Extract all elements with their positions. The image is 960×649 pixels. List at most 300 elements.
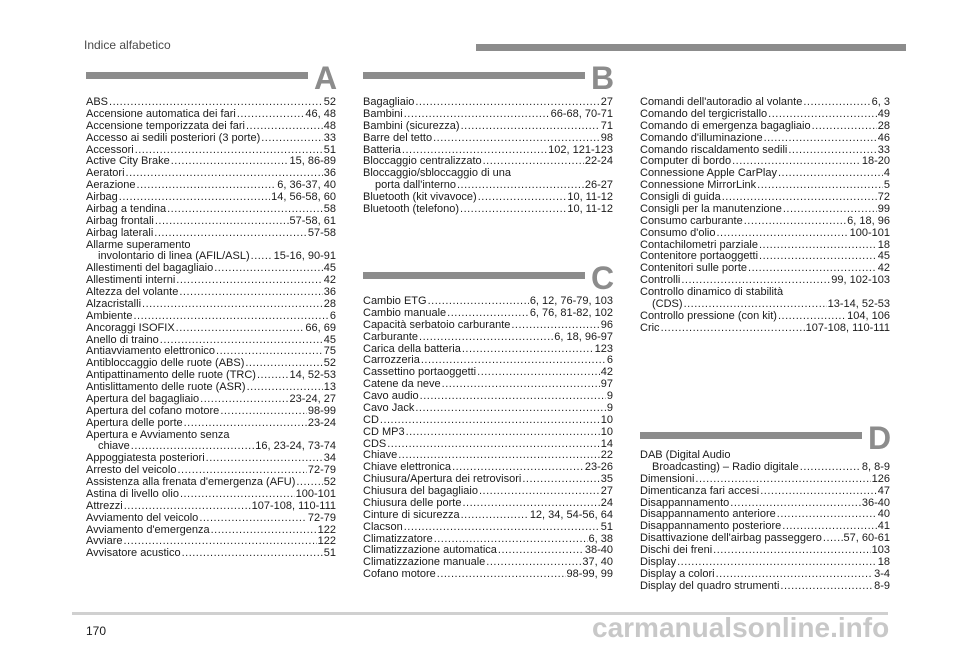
index-entry-term: ABS — [86, 96, 109, 108]
index-entry — [640, 581, 890, 593]
index-entry — [86, 121, 336, 133]
index-entry — [640, 228, 890, 240]
index-entry-term: porta dall'interno — [375, 179, 456, 192]
dot-leader — [419, 332, 553, 344]
index-entry-pages: 41 — [877, 520, 890, 533]
dot-leader — [404, 109, 550, 121]
dot-leader — [437, 569, 566, 581]
index-entry-pages: 6, 76, 81-82, 102 — [529, 306, 613, 319]
index-entry-term: Altezza del volante — [86, 286, 179, 298]
index-entry-pages: 51 — [323, 547, 336, 560]
index-entry — [640, 299, 890, 311]
dot-leader — [246, 121, 323, 133]
index-entry-pages: 18 — [877, 555, 890, 568]
index-entry — [86, 418, 336, 430]
index-entry-pages: 51 — [600, 520, 613, 533]
dot-leader — [447, 308, 529, 320]
index-entry-pages: 96 — [600, 318, 613, 331]
index-entry-term: Batteria — [363, 143, 401, 156]
index-entry-pages: 123 — [594, 342, 613, 355]
index-entry-pages: 14 — [600, 437, 613, 450]
index-entry-pages: 26-27 — [584, 179, 613, 192]
index-entry-term: Airbag laterali — [86, 226, 154, 239]
index-entry — [640, 569, 890, 581]
index-entry-term: Display del quadro strumenti — [640, 579, 780, 592]
index-entry-pages: 36-40 — [861, 496, 890, 509]
dot-leader — [783, 204, 877, 216]
index-entry-term: Aeratori — [86, 167, 125, 180]
dot-leader — [211, 525, 317, 537]
index-entry-term: Apertura e Avviamento senza — [86, 428, 230, 441]
index-entry-term: Cambio ETG — [363, 295, 427, 307]
dot-leader — [780, 581, 873, 593]
index-entry-pages: 45 — [323, 262, 336, 275]
dot-leader — [176, 275, 322, 287]
index-entry — [640, 216, 890, 228]
dot-leader — [404, 522, 600, 534]
dot-leader — [778, 168, 883, 180]
index-entry — [86, 513, 336, 525]
index-entry-term: Display — [640, 555, 677, 568]
dot-leader — [462, 498, 599, 510]
index-entry-term: Attrezzi — [86, 499, 123, 512]
index-entry — [640, 109, 890, 121]
index-entry-term: CDS — [363, 437, 387, 450]
index-entry-pages: 49 — [877, 107, 890, 120]
index-entry-pages: 126 — [871, 472, 890, 485]
dot-leader — [823, 533, 843, 545]
dot-leader — [777, 509, 877, 521]
index-entry — [363, 121, 613, 133]
index-entry-term: Cofano motore — [363, 568, 436, 581]
index-entry-pages: 15-16, 90-91 — [273, 250, 336, 263]
page-number: 170 — [86, 624, 107, 638]
index-entry-pages: 40 — [877, 508, 890, 521]
index-entry — [640, 557, 890, 569]
index-entry-term: Barre del tetto — [363, 131, 433, 144]
index-entry-term: Accensione automatica dei fari — [86, 107, 236, 120]
index-entry-term: Bagagliaio — [363, 96, 415, 108]
index-entry-pages: 6, 38 — [588, 532, 613, 545]
index-entry-term: Comando d'illuminazione — [640, 131, 763, 144]
index-entry-pages: 102, 121-123 — [548, 143, 613, 156]
index-entry — [640, 204, 890, 216]
page-header-title: Indice alfabetico — [84, 38, 171, 52]
index-entry — [363, 204, 613, 216]
index-entry-term: Carica della batteria — [363, 342, 461, 355]
index-entry-term: Bloccaggio centralizzato — [363, 155, 482, 168]
index-entry — [363, 439, 613, 451]
index-entry — [640, 121, 890, 133]
index-entry-term: Computer di bordo — [640, 155, 732, 168]
index-entry-term: Carrozzeria — [363, 354, 420, 367]
index-entry-pages: 4 — [883, 167, 890, 180]
index-entry-term: Antipattinamento delle ruote (TRC) — [86, 369, 256, 382]
index-entry-term: Capacità serbatoio carburante — [363, 318, 511, 331]
index-entry-term: Chiave — [363, 449, 398, 462]
index-entry-term: CD MP3 — [363, 425, 405, 438]
index-entry-pages: 8, 8-9 — [861, 460, 890, 473]
index-entry — [86, 394, 336, 406]
index-entry — [363, 403, 613, 415]
index-entry-pages: 122 — [317, 523, 336, 536]
index-entry-term: Allarme superamento — [86, 238, 191, 251]
index-entry — [86, 525, 336, 537]
index-entry-pages: 51 — [323, 143, 336, 156]
index-entry-pages: 34 — [323, 452, 336, 465]
index-entry-term: Dischi dei freni — [640, 544, 713, 556]
index-entry-term: Antiavviamento elettronico — [86, 345, 216, 358]
dot-leader — [154, 228, 307, 240]
index-entry-term: Consumo d'olio — [640, 226, 716, 239]
index-entry-pages: 3-4 — [874, 567, 890, 580]
index-entry-term: Comando riscaldamento sedili — [640, 143, 788, 156]
index-entry-term: Climatizzazione automatica — [363, 544, 497, 557]
index-entry-pages: 52 — [323, 357, 336, 370]
dot-leader — [387, 439, 600, 451]
index-entry-pages: 45 — [323, 333, 336, 346]
index-entry — [363, 308, 613, 320]
index-entry-pages: 13-14, 52-53 — [827, 297, 890, 310]
dot-leader — [812, 121, 877, 133]
dot-leader — [695, 474, 870, 486]
index-entry-pages: 57-58, 61 — [289, 214, 336, 227]
index-entry-pages: 33 — [323, 131, 336, 144]
dot-leader — [199, 513, 307, 525]
index-entry — [363, 510, 613, 522]
index-entry — [363, 133, 613, 145]
index-entry-term: Disappannamento — [640, 496, 730, 509]
index-entry-pages: 14, 52-53 — [289, 369, 336, 382]
dot-leader — [415, 403, 606, 415]
index-entry-term: Controllo dinamico di stabilità — [640, 286, 784, 298]
index-entry-term: Allestimenti del bagagliaio — [86, 262, 214, 275]
index-entry-term: Anello di traino — [86, 333, 159, 346]
index-entry-term: Ancoraggi ISOFIX — [86, 321, 175, 334]
index-entry-term: Accessori — [86, 143, 134, 156]
index-entry-pages: 99, 102-103 — [831, 274, 890, 287]
dot-leader — [716, 569, 874, 581]
index-entry-pages: 57, 60-61 — [843, 532, 890, 545]
index-entry-term: Clacson — [363, 520, 403, 533]
index-entry — [640, 323, 890, 335]
dot-leader — [124, 501, 251, 513]
index-entry-term: Connessione MirrorLink — [640, 179, 757, 192]
section-d-letter: D — [868, 420, 892, 456]
index-entry-term: Chiusura/Apertura dei retrovisori — [363, 473, 522, 486]
index-entry — [86, 228, 336, 240]
index-entry-pages: 5 — [883, 179, 890, 192]
index-entry-term: Allestimenti interni — [86, 274, 176, 287]
dot-leader — [800, 462, 861, 474]
index-entry-term: Bluetooth (telefono) — [363, 202, 460, 215]
index-entry — [86, 548, 336, 560]
dot-leader — [498, 545, 584, 557]
index-entry-pages: 24 — [600, 496, 613, 509]
index-entry-term: Apertura del bagagliaio — [86, 392, 200, 405]
index-entry-term: Cambio manuale — [363, 306, 447, 319]
index-entry-pages: 36 — [323, 286, 336, 298]
index-entry-pages: 98-99, 99 — [566, 568, 613, 581]
watermark: carmanualsonline.info — [592, 612, 890, 643]
index-entry-term: Display a colori — [640, 567, 715, 580]
index-entry-term: Airbag frontali — [86, 214, 154, 227]
dot-leader — [677, 557, 877, 569]
dot-leader — [433, 133, 600, 145]
index-entry-term: Disappannamento posteriore — [640, 520, 782, 533]
index-entry-pages: 22 — [600, 449, 613, 462]
dot-leader — [214, 263, 323, 275]
index-entry — [640, 462, 890, 474]
dot-leader — [257, 370, 289, 382]
index-entry — [86, 323, 336, 335]
index-entry-pages: 52 — [323, 476, 336, 488]
dot-leader — [179, 287, 322, 299]
dot-leader — [760, 486, 877, 498]
index-entry-term: Carburante — [363, 330, 419, 343]
dot-leader — [661, 323, 805, 335]
dot-leader — [684, 299, 827, 311]
section-b-letter: B — [591, 60, 615, 96]
index-entry-term: Antislittamento delle ruote (ASR) — [86, 381, 246, 393]
index-entry-pages: 10 — [600, 413, 613, 426]
index-entry-pages: 23-24, 27 — [289, 392, 336, 405]
section-b-bar — [363, 72, 585, 79]
index-entry-pages: 18-20 — [861, 155, 890, 168]
index-entry-pages: 35 — [600, 473, 613, 486]
index-entry-pages: 6, 12, 76-79, 103 — [529, 295, 613, 307]
index-entry-pages: 37, 40 — [582, 556, 613, 569]
index-entry-term: Active City Brake — [86, 155, 170, 168]
index-entry — [86, 204, 336, 216]
index-entry-pages: 104, 106 — [847, 309, 890, 322]
section-c-entries — [363, 296, 613, 581]
index-entry-term: Chiusura delle porte — [363, 496, 462, 509]
index-entry-pages: 27 — [600, 485, 613, 497]
index-entry-term: CD — [363, 413, 379, 426]
index-entry-pages: 98 — [600, 131, 613, 144]
index-entry-pages: 10, 11-12 — [567, 191, 613, 203]
index-entry-term: Cinture di sicurezza — [363, 508, 460, 521]
index-entry-pages: 42 — [323, 274, 336, 287]
index-entry-pages: 18 — [877, 238, 890, 251]
index-entry-pages: 66-68, 70-71 — [550, 107, 613, 120]
index-entry-pages: 71 — [600, 119, 613, 132]
index-entry-pages: 98-99 — [307, 404, 336, 417]
index-entry-term: Ambiente — [86, 309, 133, 322]
index-entry-pages: 9 — [606, 401, 613, 414]
dot-leader — [477, 367, 600, 379]
index-entry-pages: 6, 3 — [871, 96, 890, 108]
dot-leader — [768, 109, 877, 121]
dot-leader — [442, 379, 600, 391]
index-entry-term: Alzacristalli — [86, 297, 142, 310]
index-entry-pages: 48 — [323, 119, 336, 132]
index-entry-pages: 42 — [600, 366, 613, 379]
header-bar — [476, 44, 906, 51]
index-entry-term: Broadcasting) – Radio digitale — [652, 460, 799, 473]
index-entry-term: Consigli per la manutenzione — [640, 202, 782, 215]
dot-leader — [184, 418, 307, 430]
index-entry-pages: 100-101 — [295, 487, 336, 500]
dot-leader — [460, 204, 566, 216]
index-entry-term: Connessione Apple CarPlay — [640, 167, 777, 180]
index-entry-term: Consigli di guida — [640, 191, 721, 203]
section-a-entries — [86, 97, 336, 560]
section-c-bar — [363, 272, 585, 279]
index-entry-term: Antibloccaggio delle ruote (ABS) — [86, 357, 245, 370]
index-entry-term: involontario di linea (AFIL/ASL) — [98, 250, 250, 263]
index-entry-term: Accensione temporizzata dei fari — [86, 119, 245, 132]
index-entry-pages: 13 — [323, 381, 336, 393]
index-entry-pages: 10, 11-12 — [567, 202, 613, 215]
dot-leader — [220, 406, 307, 418]
index-entry-pages: 6 — [329, 309, 336, 322]
index-entry-pages: 22-24 — [584, 155, 613, 168]
index-entry — [363, 522, 613, 534]
index-entry-term: Chiusura del bagagliaio — [363, 485, 478, 497]
dot-leader — [759, 240, 877, 252]
index-entry-term: Bambini (sicurezza) — [363, 119, 460, 132]
index-entry — [640, 545, 890, 557]
index-entry-pages: 9 — [606, 390, 613, 402]
index-entry-term: Avviamento d'emergenza — [86, 523, 210, 536]
index-entry-pages: 122 — [317, 535, 336, 548]
index-entry-term: Controlli — [640, 274, 681, 287]
index-entry — [86, 406, 336, 418]
dot-leader — [478, 192, 567, 204]
index-entry — [640, 133, 890, 145]
dot-leader — [479, 486, 600, 498]
index-entry-term: Appoggiatesta posteriori — [86, 452, 205, 465]
index-entry — [640, 474, 890, 486]
index-entry-term: Contenitori sulle porte — [640, 262, 748, 275]
index-entry — [86, 216, 336, 228]
dot-leader — [744, 216, 846, 228]
dot-leader — [803, 97, 870, 109]
index-entry-pages: 38-40 — [584, 544, 613, 557]
index-entry-pages: 72 — [877, 191, 890, 203]
index-entry-pages: 72-79 — [307, 464, 336, 477]
index-entry-pages: 10 — [600, 425, 613, 438]
index-entry — [363, 332, 613, 344]
index-entry — [86, 299, 336, 311]
index-entry-pages: 15, 86-89 — [289, 155, 336, 168]
index-entry-term: DAB (Digital Audio — [640, 449, 731, 461]
dot-leader — [757, 180, 883, 192]
index-entry-pages: 58 — [323, 202, 336, 215]
index-entry-term: Contenitore portaoggetti — [640, 250, 759, 263]
index-entry-term: Accesso ai sedili posteriori (3 porte) — [86, 131, 261, 144]
index-entry-pages: 6, 18, 96-97 — [554, 330, 613, 343]
index-entry-term: Astina di livello olio — [86, 487, 179, 500]
dot-leader — [461, 510, 529, 522]
dot-leader — [133, 311, 328, 323]
index-entry-pages: 27 — [600, 96, 613, 108]
dot-leader — [461, 121, 600, 133]
index-entry-pages: 107-108, 110-111 — [251, 499, 336, 512]
index-entry-term: Climatizzatore — [363, 532, 433, 545]
index-entry-pages: 33 — [877, 143, 890, 156]
index-entry — [363, 320, 613, 332]
section-a-bar — [86, 72, 308, 79]
dot-leader — [778, 311, 846, 323]
dot-leader — [206, 453, 323, 465]
index-entry-term: Chiave elettronica — [363, 461, 452, 474]
dot-leader — [182, 548, 323, 560]
index-entry-term: Climatizzazione manuale — [363, 556, 486, 569]
index-entry-term: Apertura delle porte — [86, 416, 183, 429]
index-entry-pages: 57-58 — [307, 226, 336, 239]
index-entry-pages: 103 — [871, 544, 890, 556]
dot-leader — [764, 133, 877, 145]
index-entry-pages: 23-24 — [307, 416, 336, 429]
index-entry-pages: 6, 36-37, 40 — [277, 179, 336, 192]
dot-leader — [261, 133, 323, 145]
index-entry-term: Comandi dell'autoradio al volante — [640, 96, 803, 108]
dot-leader — [180, 489, 295, 501]
dot-leader — [237, 109, 305, 121]
index-entry-term: Controllo pressione (con kit) — [640, 309, 777, 322]
index-entry — [363, 427, 613, 439]
index-entry-pages: 23-26 — [584, 461, 613, 474]
index-entry-term: Arresto del veicolo — [86, 464, 177, 477]
section-d-entries — [640, 450, 890, 593]
dot-leader — [171, 156, 289, 168]
dot-leader — [716, 228, 848, 240]
index-entry-term: Bloccaggio/sbloccaggio di una — [363, 167, 511, 180]
index-entry — [363, 415, 613, 427]
index-entry — [363, 569, 613, 581]
index-entry-pages: 45 — [877, 250, 890, 263]
index-entry-term: Assistenza alla frenata d'emergenza (AFU) — [86, 476, 296, 488]
index-entry-pages: 97 — [600, 378, 613, 391]
dot-leader — [380, 415, 600, 427]
index-entry-pages: 66, 69 — [305, 321, 336, 334]
index-entry-pages: 52 — [323, 96, 336, 108]
index-entry-pages: 14, 56-58, 60 — [271, 191, 336, 203]
index-entry-term: Bluetooth (kit vivavoce) — [363, 191, 477, 203]
index-entry-term: Avviare — [86, 535, 123, 548]
index-entry-term: Avviamento del veicolo — [86, 511, 199, 524]
index-entry — [86, 489, 336, 501]
dot-leader — [142, 299, 323, 311]
index-entry — [86, 109, 336, 121]
index-entry-term: Disappannamento anteriore — [640, 508, 776, 521]
dot-leader — [167, 204, 323, 216]
index-entry-pages: 36 — [323, 167, 336, 180]
dot-leader — [713, 545, 871, 557]
index-entry-pages: 28 — [323, 297, 336, 310]
index-entry-term: Cric — [640, 321, 660, 334]
index-entry-term: Dimenticanza fari accesi — [640, 484, 760, 497]
index-entry-term: Contachilometri parziale — [640, 238, 758, 251]
index-entry-pages: 72-79 — [307, 511, 336, 524]
index-entry-pages: 75 — [323, 345, 336, 358]
index-entry-pages: 16, 23-24, 73-74 — [255, 440, 336, 453]
section-b-entries — [363, 97, 613, 216]
index-entry-term: (CDS) — [652, 297, 683, 310]
index-entry-term: Airbag — [86, 191, 118, 203]
section-c-letter: C — [591, 260, 615, 296]
section-d-bar — [640, 432, 862, 439]
index-entry-term: Catene da neve — [363, 378, 441, 391]
dot-leader — [176, 323, 305, 335]
index-entry-term: Dimensioni — [640, 472, 695, 485]
index-entry-term: Bambini — [363, 107, 403, 120]
index-entry-term: Apertura del cofano motore — [86, 404, 220, 417]
index-entry-term: Aerazione — [86, 179, 136, 192]
